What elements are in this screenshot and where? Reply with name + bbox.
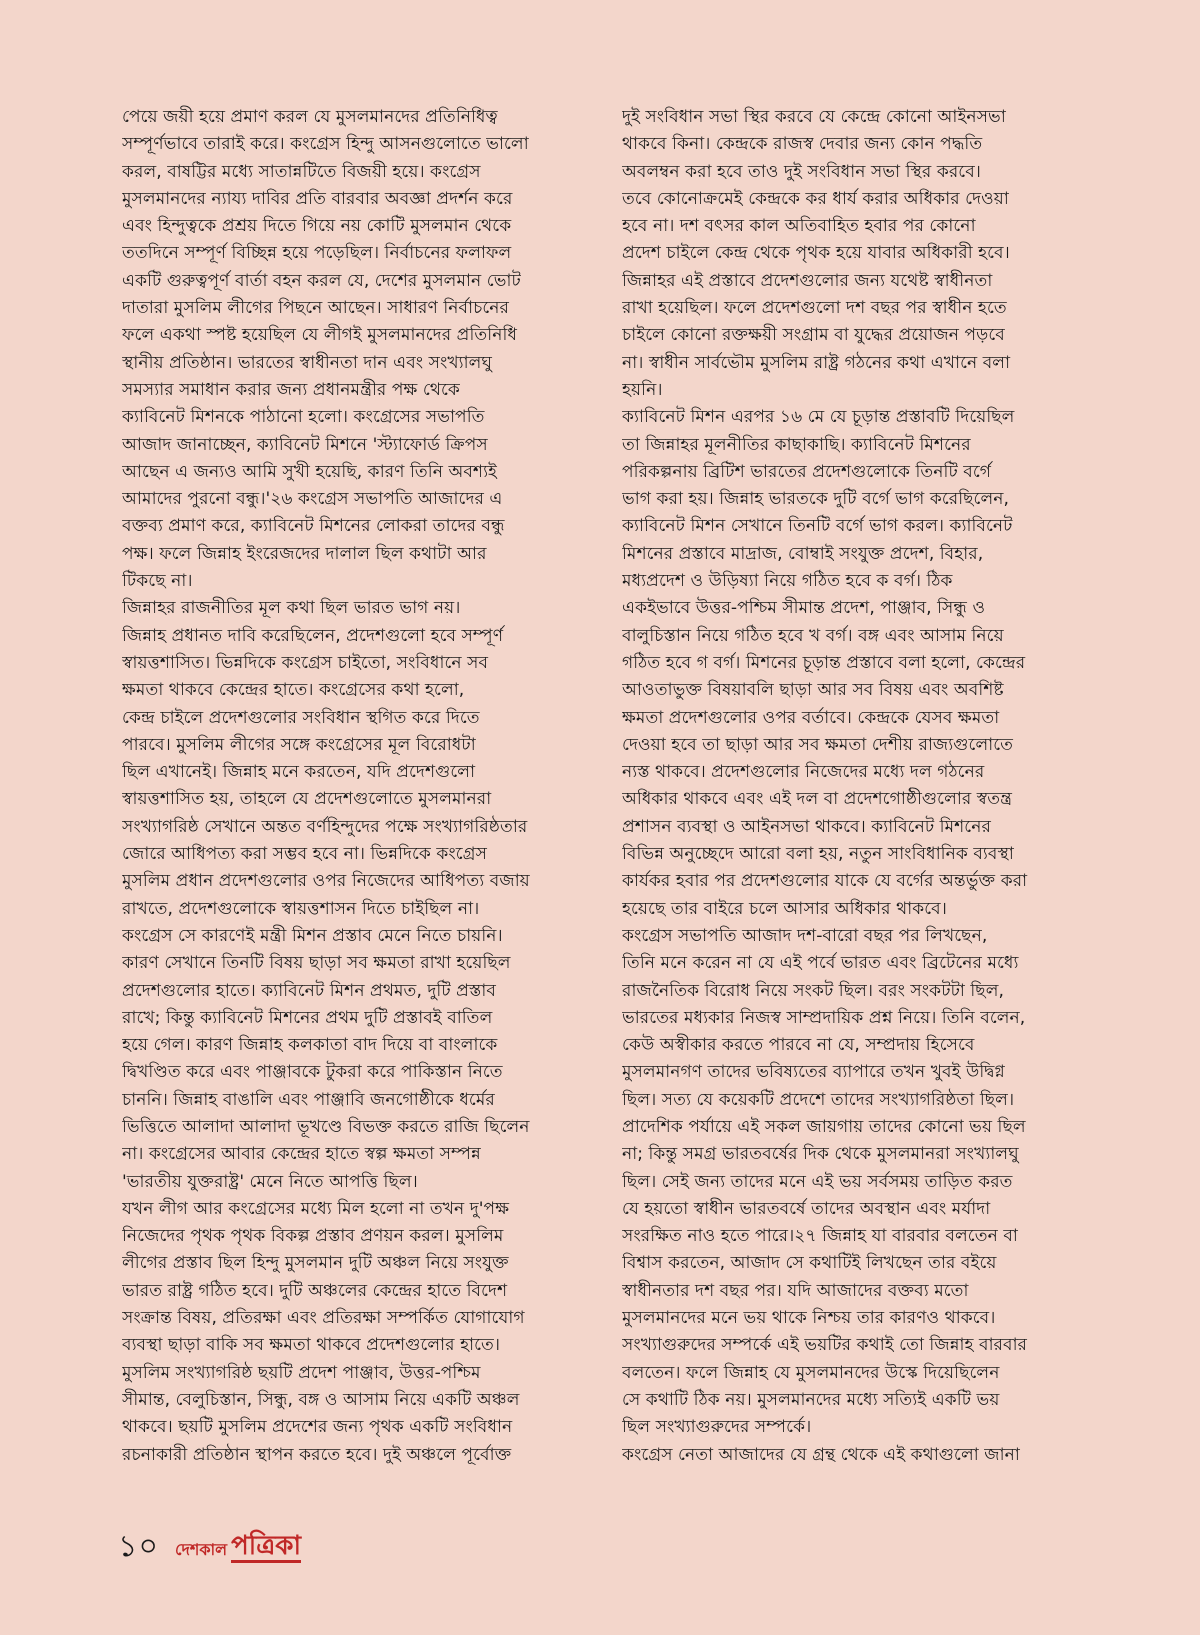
paragraph: পেয়ে জয়ী হয়ে প্রমাণ করল যে মুসলমানদের প্রতিনিধিত্ব সম্পূর্ণভাবে তারাই করে। কংগ্রেস হিন্দু আসনগুলোতে ভালো করল, বাষট্টির মধ্যে সাতান্নটিতে বিজয়ী হয়ে। কংগ্রেস মুসলমানদের ন্যায্য দাবির প্রতি বারবার অবজ্ঞা প্রদর্শন করে এবং হিন্দুত্বকে প্রশ্রয় দিতে গিয়ে নয় কোটি মুসলমান থেকে ততদিনে সম্পূর্ণ বিচ্ছিন্ন হয়ে পড়েছিল। নির্বাচনের ফলাফল একটি গুরুত্বপূর্ণ বার্তা বহন করল যে, দেশের মুসলমান ভোট দাতারা মুসলিম লীগের পিছনে আছেন। সাধারণ নির্বাচনের ফলে একথা স্পষ্ট হয়েছিল যে লীগই মুসলমানদের প্রতিনিধি স্থানীয় প্রতিষ্ঠান। ভারতের স্বাধীনতা দান এবং সংখ্যালঘু সমস্যার সমাধান করার জন্য প্রধানমন্ত্রীর পক্ষ থেকে ক্যাবিনেট মিশনকে পাঠানো হলো। কংগ্রেসের সভাপতি আজাদ জানাচ্ছেন, ক্যাবিনেট মিশনে 'স্ট্যাফোর্ড ক্রিপস আছেন এ জন্যও আমি সুখী হয়েছি, কারণ তিনি অবশ্যই আমাদের পুরনো বন্ধু।'২৬ কংগ্রেস সভাপতি আজাদের এ বক্তব্য প্রমাণ করে, ক্যাবিনেট মিশনের লোকরা তাদের বন্ধু পক্ষ। ফলে জিন্নাহ ইংরেজদের দালাল ছিল কথাটা আর টিকছে না। [122,107,529,592]
logo-big-text: পত্রিকা [231,1530,302,1561]
magazine-logo [175,1532,301,1563]
left-column [122,104,592,1514]
page-footer [118,1522,301,1572]
right-column [622,104,1092,1514]
paragraph: যখন লীগ আর কংগ্রেসের মধ্যে মিল হলো না তখন দু'পক্ষ নিজেদের পৃথক পৃথক বিকল্প প্রস্তাব প্রণয়ন করল। মুসলিম লীগের প্রস্তাব ছিল হিন্দু মুসলমান দুটি অঞ্চল নিয়ে সংযুক্ত ভারত রাষ্ট্র গঠিত হবে। দুটি অঞ্চলের কেন্দ্রের হাতে বিদেশ সংক্রান্ত বিষয়, প্রতিরক্ষা এবং প্রতিরক্ষা সম্পর্কিত যোগাযোগ ব্যবস্থা ছাড়া বাকি সব ক্ষমতা থাকবে প্রদেশগুলোর হাতে। মুসলিম সংখ্যাগরিষ্ঠ ছয়টি প্রদেশ পাঞ্জাব, উত্তর-পশ্চিম সীমান্ত, বেলুচিস্তান, সিন্ধু, বঙ্গ ও আসাম নিয়ে একটি অঞ্চল থাকবে। ছয়টি মুসলিম প্রদেশের জন্য পৃথক একটি সংবিধান রচনাকারী প্রতিষ্ঠান স্থাপন করতে হবে। দুই অঞ্চলে পূর্বোক্ত [122,1198,525,1465]
paragraph: কংগ্রেস সভাপতি আজাদ দশ-বারো বছর পর লিখছেন, তিনি মনে করেন না যে এই পর্বে ভারত এবং ব্রিটেনের মধ্যে রাজনৈতিক বিরোধ নিয়ে সংকট ছিল। বরং সংকটটা ছিল, ভারতের মধ্যকার নিজস্ব সাম্প্রদায়িক প্রশ্ন নিয়ে। তিনি বলেন, কেউ অস্বীকার করতে পারবে না যে, সম্প্রদায় হিসেবে মুসলমানগণ তাদের ভবিষ্যতের ব্যাপারে তখন খুবই উদ্বিগ্ন ছিল। সত্য যে কয়েকটি প্রদেশে তাদের সংখ্যাগরিষ্ঠতা ছিল। প্রাদেশিক পর্যায়ে এই সকল জায়গায় তাদের কোনো ভয় ছিল না; কিন্তু সমগ্র ভারতবর্ষের দিক থেকে মুসলমানরা সংখ্যালঘু ছিল। সেই জন্য তাদের মনে এই ভয় সর্বসময় তাড়িত করত যে হয়তো স্বাধীন ভারতবর্ষে তাদের অবস্থান এবং মর্যাদা সংরক্ষিত নাও হতে পারে।২৭ জিন্নাহ যা বারবার বলতেন বা বিশ্বাস করতেন, আজাদ সে কথাটিই লিখছেন তার বইয়ে স্বাধীনতার দশ বছর পর। যদি আজাদের বক্তব্য মতো মুসলমানদের মনে ভয় থাকে নিশ্চয় তার কারণও থাকবে। সংখ্যাগুরুদের সম্পর্কে এই ভয়টির কথাই তো জিন্নাহ বারবার বলতেন। ফলে জিন্নাহ যে মুসলমানদের উস্কে দিয়েছিলেন সে কথাটি ঠিক নয়। মুসলমানদের মধ্যে সত্যিই একটি ভয় ছিল সংখ্যাগুরুদের সম্পর্কে। [622,925,1028,1438]
paragraph: ক্যাবিনেট মিশন এরপর ১৬ মে যে চূড়ান্ত প্রস্তাবটি দিয়েছিল তা জিন্নাহর মূলনীতির কাছাকাছি। ক্যাবিনেট মিশনের পরিকল্পনায় ব্রিটিশ ভারতের প্রদেশগুলোকে তিনটি বর্গে ভাগ করা হয়। জিন্নাহ ভারতকে দুটি বর্গে ভাগ করেছিলেন, ক্যাবিনেট মিশন সেখানে তিনটি বর্গে ভাগ করল। ক্যাবিনেট মিশনের প্রস্তাবে মাদ্রাজ, বোম্বাই সংযুক্ত প্রদেশ, বিহার, মধ্যপ্রদেশ ও উড়িষ্যা নিয়ে গঠিত হবে ক বর্গ। ঠিক একইভাবে উত্তর-পশ্চিম সীমান্ত প্রদেশ, পাঞ্জাব, সিন্ধু ও বালুচিস্তান নিয়ে গঠিত হবে খ বর্গ। বঙ্গ এবং আসাম নিয়ে গঠিত হবে গ বর্গ। মিশনের চূড়ান্ত প্রস্তাবে বলা হলো, কেন্দ্রের আওতাভুক্ত বিষয়াবলি ছাড়া আর সব বিষয় এবং অবশিষ্ট ক্ষমতা প্রদেশগুলোর ওপর বর্তাবে। কেন্দ্রকে যেসব ক্ষমতা দেওয়া হবে তা ছাড়া আর সব ক্ষমতা দেশীয় রাজ্যগুলোতে ন্যস্ত থাকবে। প্রদেশগুলোর নিজেদের মধ্যে দল গঠনের অধিকার থাকবে এবং এই দল বা প্রদেশগোষ্ঠীগুলোর স্বতন্ত্র প্রশাসন ব্যবস্থা ও আইনসভা থাকবে। ক্যাবিনেট মিশনের বিভিন্ন অনুচ্ছেদে আরো বলা হয়, নতুন সাংবিধানিক ব্যবস্থা কার্যকর হবার পর প্রদেশগুলোর যাকে যে বর্গের অন্তর্ভুক্ত করা হয়েছে তার বাইরে চলে আসার অধিকার থাকবে। [622,407,1028,919]
paragraph: দুই সংবিধান সভা স্থির করবে যে কেন্দ্রে কোনো আইনসভা থাকবে কিনা। কেন্দ্রকে রাজস্ব দেবার জন্য কোন পদ্ধতি অবলম্বন করা হবে তাও দুই সংবিধান সভা স্থির করবে। তবে কোনোক্রমেই কেন্দ্রকে কর ধার্য করার অধিকার দেওয়া হবে না। দশ বৎসর কাল অতিবাহিত হবার পর কোনো প্রদেশ চাইলে কেন্দ্র থেকে পৃথক হয়ে যাবার অধিকারী হবে। জিন্নাহর এই প্রস্তাবে প্রদেশগুলোর জন্য যথেষ্ট স্বাধীনতা রাখা হয়েছিল। ফলে প্রদেশগুলো দশ বছর পর স্বাধীন হতে চাইলে কোনো রক্তক্ষয়ী সংগ্রাম বা যুদ্ধের প্রয়োজন পড়বে না। স্বাধীন সার্বভৌম মুসলিম রাষ্ট্র গঠনের কথা এখানে বলা হয়নি। [622,107,1011,400]
page-number: ১০ [118,1528,159,1564]
paragraph: কংগ্রেস নেতা আজাদের যে গ্রন্থ থেকে এই কথাগুলো জানা [622,1444,1020,1465]
logo-small-text: দেশকাল [174,1539,228,1559]
paragraph: জিন্নাহর রাজনীতির মূল কথা ছিল ভারত ভাগ নয়। জিন্নাহ প্রধানত দাবি করেছিলেন, প্রদেশগুলো হবে সম্পূর্ণ স্বায়ত্তশাসিত। ভিন্নদিকে কংগ্রেস চাইতো, সংবিধানে সব ক্ষমতা থাকবে কেন্দ্রের হাতে। কংগ্রেসের কথা হলো, কেন্দ্র চাইলে প্রদেশগুলোর সংবিধান স্থগিত করে দিতে পারবে। মুসলিম লীগের সঙ্গে কংগ্রেসের মূল বিরোধটা ছিল এখানেই। জিন্নাহ মনে করতেন, যদি প্রদেশগুলো স্বায়ত্তশাসিত হয়, তাহলে যে প্রদেশগুলোতে মুসলমানরা সংখ্যাগরিষ্ঠ সেখানে অন্তত বর্ণহিন্দুদের পক্ষে সংখ্যাগরিষ্ঠতার জোরে আধিপত্য করা সম্ভব হবে না। ভিন্নদিকে কংগ্রেস মুসলিম প্রধান প্রদেশগুলোর ওপর নিজেদের আধিপত্য বজায় রাখতে, প্রদেশগুলোকে স্বায়ত্তশাসন দিতে চাইছিল না। কংগ্রেস সে কারণেই মন্ত্রী মিশন প্রস্তাব মেনে নিতে চায়নি। কারণ সেখানে তিনটি বিষয় ছাড়া সব ক্ষমতা রাখা হয়েছিল প্রদেশগুলোর হাতে। ক্যাবিনেট মিশন প্রথমত, দুটি প্রস্তাব রাখে; কিন্তু ক্যাবিনেট মিশনের প্রথম দুটি প্রস্তাবই বাতিল হয়ে গেল। কারণ জিন্নাহ কলকাতা বাদ দিয়ে বা বাংলাকে দ্বিখণ্ডিত করে এবং পাঞ্জাবকে টুকরা করে পাকিস্তান নিতে চাননি। জিন্নাহ বাঙালি এবং পাঞ্জাবি জনগোষ্ঠীকে ধর্মের ভিত্তিতে আলাদা আলাদা ভূখণ্ডে বিভক্ত করতে রাজি ছিলেন না। কংগ্রেসের আবার কেন্দ্রের হাতে স্বল্প ক্ষমতা সম্পন্ন 'ভারতীয় যুক্তরাষ্ট্র' মেনে নিতে আপত্তি ছিল। [122,598,530,1192]
